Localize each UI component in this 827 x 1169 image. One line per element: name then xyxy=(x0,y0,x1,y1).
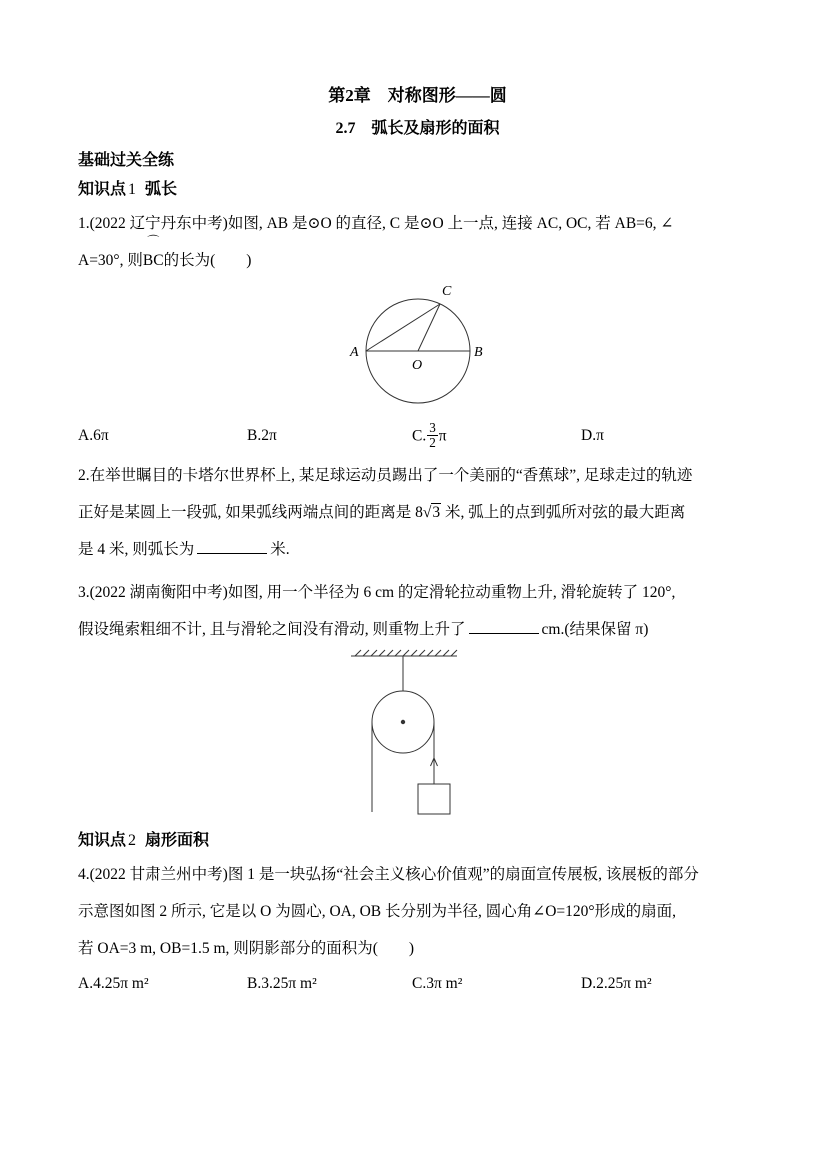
q1-line-1: 1.(2022 辽宁丹东中考)如图, AB 是⊙O 的直径, C 是⊙O 上一点, 连接 AC, OC, 若 AB=6, ∠ xyxy=(78,215,674,232)
q4-option-c: C.3π m² xyxy=(412,975,463,993)
point-label-O: O xyxy=(411,358,422,373)
point-label-B: B xyxy=(473,345,483,360)
fraction-numerator: 3 xyxy=(429,420,436,435)
question-2 xyxy=(78,457,757,568)
q2-line-3 xyxy=(78,531,757,568)
q1-option-d: D.π xyxy=(581,427,604,444)
q3-line-2 xyxy=(78,611,757,648)
q4-line-2: 示意图如图 2 所示, 它是以 O 为圆心, OA, OB 长分别为半径, 圆心角∠O=120°形成的扇面, xyxy=(78,903,676,921)
q2-line3-post: 米. xyxy=(270,541,290,559)
point-label-C: C xyxy=(441,284,451,299)
kp1-label: 知识点 xyxy=(78,181,127,198)
point-label-A: A xyxy=(349,345,359,360)
q1-option-c-suffix: π xyxy=(438,427,447,445)
q3-pulley-figure xyxy=(333,648,503,816)
q4-option-d: D.2.25π m² xyxy=(581,975,652,993)
question-4 xyxy=(78,856,757,999)
q1-line2-pre: A=30°, 则 xyxy=(78,252,143,269)
question-3 xyxy=(78,574,757,821)
q1-figure-wrap xyxy=(78,279,757,419)
kp2-title: 扇形面积 xyxy=(145,832,210,850)
q2-line2-pre: 正好是某圆上一段弧, 如果弧线两端点间的距离是 8 xyxy=(78,504,423,522)
fraction-three-halves xyxy=(427,421,438,451)
q4-line-1: 4.(2022 甘肃兰州中考)图 1 是一块弘扬“社会主义核心价值观”的扇面宣传展板, 该展板的部分 xyxy=(78,866,699,884)
q2-line-2 xyxy=(78,494,757,531)
arc-mark: ⌒ xyxy=(147,233,160,248)
q2-line-1: 2.在举世瞩目的卡塔尔世界杯上, 某足球运动员踢出了一个美丽的“香蕉球”, 足球走过的轨迹 xyxy=(78,467,693,485)
q4-option-a: A.4.25π m² xyxy=(78,975,149,993)
kp2-number: 2 xyxy=(128,832,137,850)
q1-option-c-prefix: C. xyxy=(412,427,427,445)
arc-text: BC xyxy=(142,252,164,269)
practice-section-heading: 基础过关全练 xyxy=(78,152,175,169)
q1-line-2 xyxy=(78,233,757,279)
q1-circle-figure xyxy=(298,279,538,414)
q1-option-b: B.2π xyxy=(247,427,277,444)
ceiling-hatching xyxy=(355,650,457,656)
q3-line2-pre: 假设绳索粗细不计, 且与滑轮之间没有滑动, 则重物上升了 xyxy=(78,621,466,639)
q4-option-b: B.3.25π m² xyxy=(247,975,317,993)
q1-option-c xyxy=(412,421,581,451)
pulley-axle-dot xyxy=(400,720,404,724)
kp1-title: 弧长 xyxy=(145,181,178,198)
q2-line3-pre: 是 4 米, 则弧长为 xyxy=(78,541,195,559)
q2-line2-post: 米, 弧上的点到弧所对弦的最大距离 xyxy=(441,504,686,522)
kp2-label: 知识点 xyxy=(78,832,127,850)
q3-figure-wrap xyxy=(78,648,757,821)
knowledge-point-2-heading xyxy=(78,832,757,850)
q1-options xyxy=(78,421,757,451)
question-1 xyxy=(78,205,757,451)
q1-line2-post: 的长为( ) xyxy=(163,252,252,269)
radicand: 3 xyxy=(432,504,441,522)
q4-options xyxy=(78,969,757,999)
lesson-title: 2.7 弧长及扇形的面积 xyxy=(335,120,500,137)
q4-line-3: 若 OA=3 m, OB=1.5 m, 则阴影部分的面积为( ) xyxy=(78,940,415,958)
sqrt-expression xyxy=(423,503,441,521)
q3-line2-post: cm.(结果保留 π) xyxy=(541,621,649,639)
q3-answer-blank xyxy=(469,619,539,634)
weight-box xyxy=(418,784,450,814)
arc-notation xyxy=(142,233,164,279)
knowledge-point-1-heading xyxy=(78,181,757,199)
radical-sign: √ xyxy=(422,504,432,522)
chapter-title: 第2章 对称图形——圆 xyxy=(328,86,507,105)
kp1-number: 1 xyxy=(128,181,137,198)
fraction-denominator: 2 xyxy=(429,435,436,451)
q1-option-a: A.6π xyxy=(78,427,109,444)
q3-line-1: 3.(2022 湖南衡阳中考)如图, 用一个半径为 6 cm 的定滑轮拉动重物上升, 滑轮旋转了 120°, xyxy=(78,584,676,602)
q2-answer-blank xyxy=(197,539,267,554)
